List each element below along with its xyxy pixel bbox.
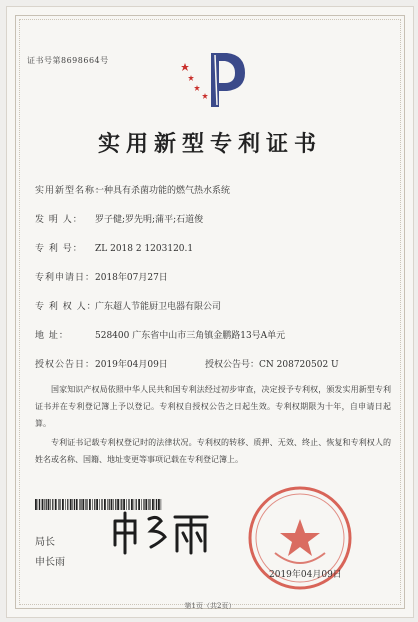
grant-date-label: 授权公告日： <box>35 360 96 370</box>
field-label: 地 址： <box>35 331 69 341</box>
director-title: 局长 <box>35 537 55 548</box>
patent-office-logo <box>175 45 253 115</box>
page-footer: 第1页（共2页） <box>184 602 236 610</box>
field-value: 2018年07月27日 <box>95 273 168 283</box>
statement-paragraph: 国家知识产权局依照中华人民共和国专利法经过初步审查，决定授予专利权，颁发实用新型专利证书并在专利登记簿上予以登记。专利权自授权公告之日起生效。专利权期限为十年，自申请日起算。 <box>35 385 391 428</box>
field-label: 专利申请日： <box>35 273 96 283</box>
grant-pub-label: 授权公告号： <box>205 360 260 370</box>
handwritten-signature <box>107 507 217 557</box>
field-row <box>35 212 203 225</box>
field-row <box>35 183 230 196</box>
field-row <box>35 328 285 341</box>
grant-pub-value: CN 208720502 U <box>259 360 339 370</box>
certificate-page <box>6 6 414 618</box>
field-row <box>35 270 168 283</box>
field-label: 专 利 权 人： <box>35 302 97 312</box>
field-value: 一种具有杀菌功能的燃气热水系统 <box>95 186 231 196</box>
grant-row <box>35 357 339 370</box>
field-label: 发 明 人： <box>35 215 83 225</box>
field-row <box>35 241 193 254</box>
field-value: 广东超人节能厨卫电器有限公司 <box>95 302 222 312</box>
field-value: ZL 2018 2 1203120.1 <box>95 244 194 254</box>
statement-paragraph: 专利证书记载专利权登记时的法律状况。专利权的转移、质押、无效、终止、恢复和专利权人的姓名或名称、国籍、地址变更等事项记载在专利登记簿上。 <box>35 438 391 464</box>
director-name: 申长雨 <box>35 557 65 568</box>
certificate-title: 实用新型专利证书 <box>97 131 322 157</box>
field-row <box>35 299 221 312</box>
seal-date: 2019年04月09日 <box>269 570 342 580</box>
certificate-number: 证书号第8698664号 <box>27 56 109 65</box>
grant-date-value: 2019年04月09日 <box>95 360 168 370</box>
field-label: 专 利 号： <box>35 244 83 254</box>
field-value: 528400 广东省中山市三角镇金鹏路13号A单元 <box>95 331 286 341</box>
field-label: 实用新型名称： <box>35 186 106 196</box>
field-value: 罗子健;罗先明;蒲平;石道俊 <box>95 215 204 225</box>
